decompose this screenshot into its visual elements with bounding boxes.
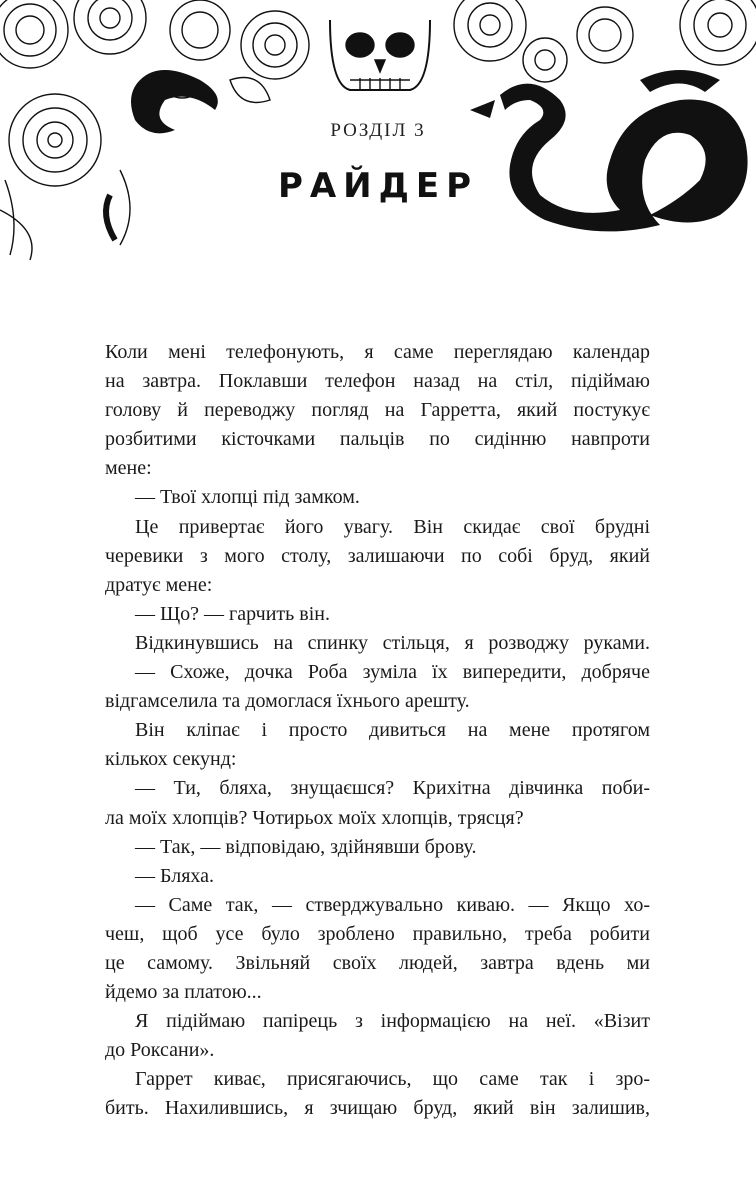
text-line: чеш, щоб усе було зроблено правильно, треба робити (105, 922, 650, 945)
chapter-title: РАЙДЕР (277, 166, 479, 206)
text-line: на завтра. Поклавши телефон назад на стіл, підіймаю (105, 370, 650, 393)
rose-illustration-right (454, 0, 756, 82)
text-line: Я підіймаю папірець з інформацією на неї. «Візит (135, 1010, 650, 1033)
text-line: — Бляха. (135, 864, 215, 887)
text-line: — Схоже, дочка Роба зуміла їх випередити, добряче (135, 661, 650, 684)
text-line: Коли мені телефонують, я саме переглядаю календар (105, 341, 650, 363)
skull-illustration (330, 20, 430, 90)
body-text (105, 338, 650, 1124)
text-line: голову й переводжу погляд на Гарретта, який постукує (105, 399, 650, 422)
text-line: йдемо за платою... (105, 981, 262, 1004)
text-line: до Роксани». (105, 1039, 215, 1062)
text-line: відгамселила та домоглася їхнього арешту. (105, 690, 470, 713)
text-line: — Що? — гарчить він. (135, 602, 330, 625)
text-line: Гаррет киває, присягаючись, що саме так і зро- (135, 1068, 650, 1091)
text-line: бить. Нахилившись, я зчищаю бруд, який він залишив, (105, 1097, 650, 1120)
text-line: — Так, — відповідаю, здійнявши брову. (135, 835, 477, 858)
text-line: черевики з мого столу, залишаючи по собі бруд, який (105, 544, 650, 567)
text-line: це самому. Звільняй своїх людей, завтра вдень ми (105, 951, 650, 974)
snake-illustration-right (470, 70, 748, 231)
chapter-number: РОЗДІЛ 3 (330, 120, 426, 141)
text-line: дратує мене: (105, 573, 213, 596)
text-line: Відкинувшись на спинку стільця, я розводжу руками. (135, 631, 650, 654)
text-line: Це привертає його увагу. Він скидає свої брудні (135, 515, 650, 538)
text-line: — Ти, бляха, знущаєшся? Крихітна дівчинка поби- (135, 777, 650, 800)
text-line: мене: (105, 457, 152, 480)
snake-illustration-left (106, 70, 218, 240)
text-line: кількох секунд: (105, 748, 237, 771)
text-line: розбитими кісточками пальців по сидінню навпроти (105, 428, 650, 451)
text-line: — Саме так, — стверджувально киваю. — Якщо хо- (135, 893, 650, 916)
text-line: Він кліпає і просто дивиться на мене протягом (135, 719, 650, 742)
text-line: ла моїх хлопців? Чотирьох моїх хлопців, трясця? (105, 806, 524, 829)
text-line: — Твої хлопці під замком. (135, 486, 360, 509)
